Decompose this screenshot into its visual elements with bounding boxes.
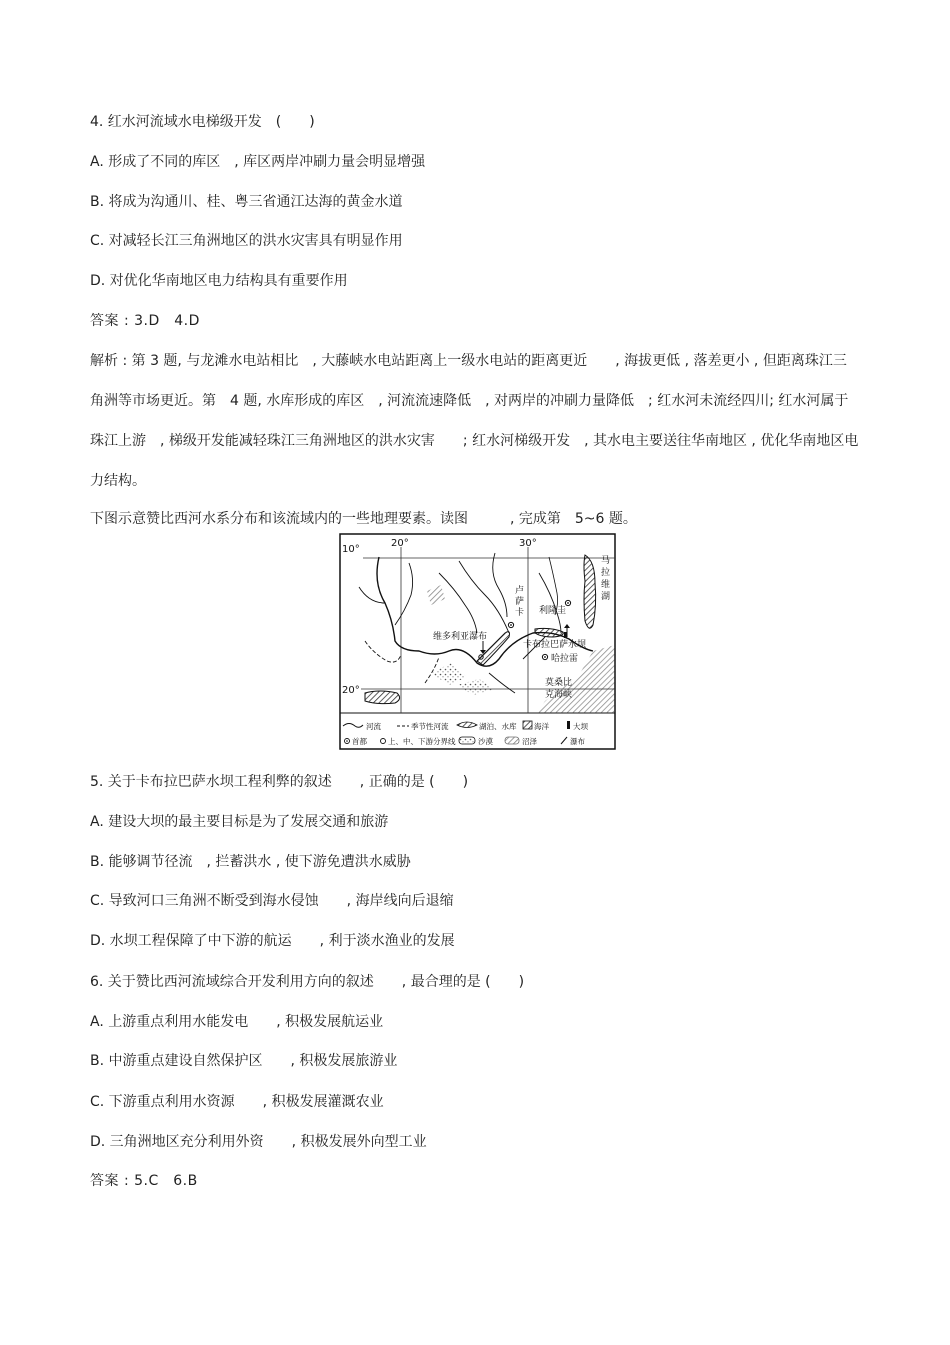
- question-6-option-b: B. 中游重点建设自然保护区 , 积极发展旅游业: [90, 1053, 398, 1069]
- answer-3-4: 答案 : 3.D 4.D: [90, 313, 200, 329]
- question-5-stem: 5. 关于卡布拉巴萨水坝工程利弊的叙述 , 正确的是 ( ): [90, 774, 469, 790]
- lake-malawi-label-4: 湖: [601, 592, 611, 602]
- legend-dam: 大坝: [573, 722, 588, 731]
- lon-label-left: 20°: [391, 538, 409, 549]
- question-4-option-a: A. 形成了不同的库区 , 库区两岸冲刷力量会明显增强: [90, 154, 426, 170]
- lusaka-label-1: 卢: [515, 586, 525, 596]
- harare-label: 哈拉雷: [551, 654, 579, 664]
- legend-ocean: 海洋: [534, 722, 549, 731]
- legend-seasonal-river: 季节性河流: [411, 722, 449, 731]
- victoria-falls-label: 维多利亚瀑布: [433, 632, 488, 642]
- analysis-paragraph: 解析 : 第 3 题, 与龙滩水电站相比 , 大藤峡水电站距离上一级水电站的距离更近 , 海拔更低 , 落差更小 , 但距离珠江三角洲等市场更近。第 4 题, 水库形成的库区 , 河流流速降低 , 对两岸的冲刷力量降低 ; 红水河未流经四川; 红水河属于珠江上游 , 梯级开发能减轻珠江三角洲地区的洪水灾害 ; 红水河梯级开发 , 其水电主要送往华南地区 , 优化华南地区电力结构。: [90, 353, 859, 489]
- lat-label-bottom: 20°: [342, 685, 360, 696]
- question-5-option-b: B. 能够调节径流 , 拦蓄洪水 , 使下游免遭洪水威胁: [90, 854, 411, 870]
- legend-boundary: 上、中、下游分界线: [388, 737, 456, 746]
- question-5-option-c: C. 导致河口三角洲不断受到海水侵蚀 , 海岸线向后退缩: [90, 893, 454, 909]
- legend-river: 河流: [366, 722, 381, 731]
- question-6-stem: 6. 关于赞比西河流域综合开发利用方向的叙述 , 最合理的是 ( ): [90, 974, 525, 990]
- question-6-option-d: D. 三角洲地区充分利用外资 , 积极发展外向型工业: [90, 1134, 427, 1150]
- lat-label-top: 10°: [342, 544, 360, 555]
- legend-swamp: 沼泽: [522, 737, 537, 746]
- legend-lake-reservoir: 湖泊、水库: [479, 722, 517, 731]
- question-4-option-c: C. 对减轻长江三角洲地区的洪水灾害具有明显作用: [90, 233, 403, 249]
- lusaka-label-3: 卡: [515, 608, 525, 618]
- question-6-option-c: C. 下游重点利用水资源 , 积极发展灌溉农业: [90, 1094, 384, 1110]
- legend-waterfall: 瀑布: [570, 737, 585, 746]
- lilongwe-label: 利隆圭: [539, 606, 567, 616]
- mozambique-channel-label-2: 克海峡: [545, 690, 573, 700]
- answer-5-6: 答案 : 5.C 6.B: [90, 1173, 198, 1189]
- lake-malawi-label-3: 维: [601, 580, 611, 590]
- lusaka-label-2: 萨: [515, 597, 525, 607]
- zambezi-map: [339, 533, 616, 750]
- question-5-option-a: A. 建设大坝的最主要目标是为了发展交通和旅游: [90, 814, 389, 830]
- question-4-option-b: B. 将成为沟通川、桂、粤三省通江达海的黄金水道: [90, 194, 403, 210]
- lake-malawi-label-2: 拉: [601, 568, 611, 578]
- question-6-option-a: A. 上游重点利用水能发电 , 积极发展航运业: [90, 1014, 384, 1030]
- lake-malawi-label-1: 马: [601, 556, 611, 566]
- lon-label-right: 30°: [519, 538, 537, 549]
- question-4-option-d: D. 对优化华南地区电力结构具有重要作用: [90, 273, 348, 289]
- question-5-option-d: D. 水坝工程保障了中下游的航运 , 利于淡水渔业的发展: [90, 933, 455, 949]
- lake-southwest: [365, 691, 400, 704]
- cahora-bassa-dam-label: 卡布拉巴萨水坝: [523, 640, 587, 650]
- question-4-stem: 4. 红水河流域水电梯级开发 ( ): [90, 114, 315, 130]
- map-intro: 下图示意赞比西河水系分布和该流域内的一些地理要素。读图 , 完成第 5~6 题。: [90, 511, 637, 527]
- legend-desert: 沙漠: [478, 737, 493, 746]
- legend-capital: 首都: [352, 737, 367, 746]
- mozambique-channel-label-1: 莫桑比: [545, 678, 573, 688]
